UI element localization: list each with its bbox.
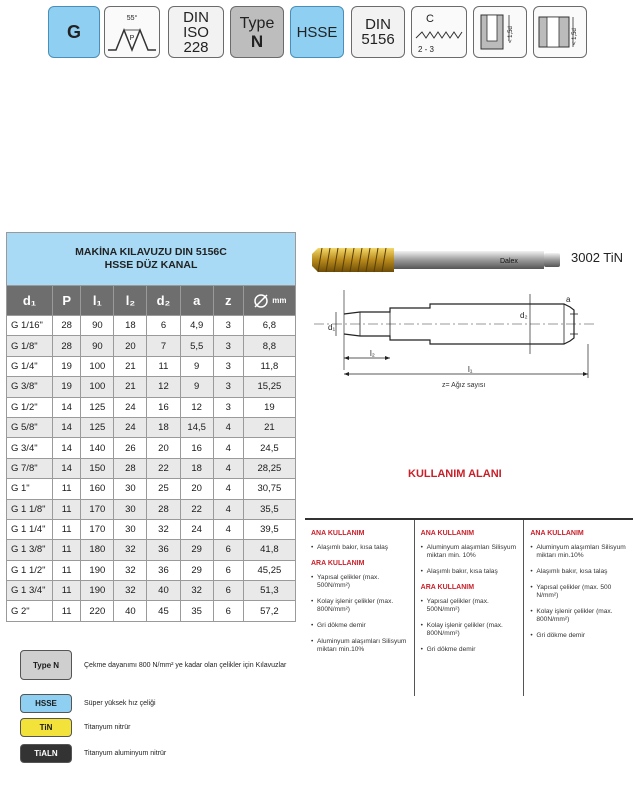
table-cell: 170	[81, 499, 114, 519]
table-cell: 30,75	[243, 479, 295, 499]
table-cell: 22	[180, 499, 213, 519]
type-badge-label: Type	[239, 14, 275, 32]
table-title-line-1: MAKİNA KILAVUZU DIN 5156C	[75, 246, 227, 258]
table-cell: G 1 3/8"	[7, 540, 53, 560]
table-cell: 18	[114, 316, 147, 336]
table-cell: 4	[213, 499, 243, 519]
table-cell: 6,8	[243, 316, 295, 336]
legend-badge: Type N	[20, 650, 72, 680]
table-cell: G 3/8"	[7, 377, 53, 397]
table-cell: 14	[53, 397, 81, 417]
table-cell: 14	[53, 458, 81, 478]
table-cell: 4	[213, 417, 243, 437]
table-cell: 11,8	[243, 356, 295, 376]
table-cell: 12	[147, 377, 180, 397]
table-row	[7, 519, 296, 539]
table-title-line-2: HSSE DÜZ KANAL	[104, 259, 198, 271]
table-cell: 40	[114, 601, 147, 621]
usage-heading: ARA KULLANIM	[311, 560, 365, 567]
table-cell: 32	[114, 540, 147, 560]
table-cell: 3	[213, 316, 243, 336]
hsse-badge	[290, 6, 344, 58]
usage-item: • Yapısal çelikler (max. 500N/mm²)	[311, 574, 408, 590]
product-brand: Dalex	[500, 258, 518, 265]
table-cell: G 3/4"	[7, 438, 53, 458]
table-cell: 35	[180, 601, 213, 621]
usage-item: • Gri dökme demir	[530, 632, 627, 640]
table-cell: G 5/8"	[7, 417, 53, 437]
usage-item: • Alaşımlı bakır, kısa talaş	[311, 544, 408, 552]
table-cell: 16	[180, 438, 213, 458]
table-row	[7, 601, 296, 621]
tap-dimension-table	[6, 232, 296, 622]
teeth-count-note: z= Ağız sayısı	[442, 382, 486, 389]
usage-heading: ANA KULLANIM	[420, 530, 475, 537]
table-cell: 39,5	[243, 519, 295, 539]
table-cell: 11	[53, 479, 81, 499]
through-hole-icon	[533, 6, 587, 58]
table-cell: 30	[114, 519, 147, 539]
chamfer-icon	[411, 6, 467, 58]
usage-item: • Gri dökme demir	[421, 646, 518, 654]
table-row	[7, 479, 296, 499]
din-iso-line-2: ISO	[183, 23, 209, 41]
table-cell: 100	[81, 356, 114, 376]
table-cell: 21	[243, 417, 295, 437]
table-cell: G 1/16"	[7, 316, 53, 336]
col-header-d1: d₁	[7, 286, 53, 316]
col-header-a: a	[180, 286, 213, 316]
legend-text: Çekme dayanımı 800 N/mm² ye kadar olan çelikler için Kılavuzlar	[84, 661, 287, 669]
table-cell: 19	[53, 356, 81, 376]
table-cell: 14	[53, 417, 81, 437]
legend-text: Titanyum aluminyum nitrür	[84, 750, 167, 757]
legend-badge: TiN	[20, 718, 72, 737]
legend-badge: TiALN	[20, 744, 72, 763]
usage-item: • Kolay işlenir çelikler (max. 800N/mm²)	[421, 622, 518, 638]
usage-item: • Gri dökme demir	[311, 622, 408, 630]
table-title	[7, 233, 296, 286]
table-cell: 19	[53, 377, 81, 397]
table-cell: 18	[147, 417, 180, 437]
chamfer-graphic	[412, 8, 466, 56]
table-cell: 7	[147, 336, 180, 356]
thread-type-label: G	[66, 21, 81, 42]
icon-bar	[0, 6, 635, 64]
table-row	[7, 560, 296, 580]
table-body	[7, 316, 296, 622]
table-cell: 90	[81, 336, 114, 356]
table-row	[7, 458, 296, 478]
table-cell: 4	[213, 458, 243, 478]
table-cell: 36	[147, 540, 180, 560]
table-cell: 9	[180, 356, 213, 376]
drill-diameter-unit: mm	[272, 296, 287, 305]
blind-hole-tolerance: < 1,5d	[508, 26, 514, 43]
table-cell: 11	[147, 356, 180, 376]
legend-row	[20, 718, 130, 737]
chamfer-label: C	[426, 13, 434, 25]
table-cell: 16	[147, 397, 180, 417]
table-cell: 30	[114, 479, 147, 499]
table-cell: 21	[114, 356, 147, 376]
usage-table	[305, 518, 633, 696]
legend-row	[20, 694, 156, 713]
table-cell: 32	[114, 581, 147, 601]
table-cell: G 1 1/2"	[7, 560, 53, 580]
table-cell: 18	[180, 458, 213, 478]
table-cell: 36	[147, 560, 180, 580]
table-row	[7, 499, 296, 519]
table-header-row	[7, 286, 296, 316]
din-iso-line-3: 228	[183, 38, 209, 56]
table-cell: 11	[53, 601, 81, 621]
table-cell: G 2"	[7, 601, 53, 621]
table-cell: 4	[213, 438, 243, 458]
din-iso-badge	[168, 6, 224, 58]
usage-item: • Aluminyum alaşımları Silisyum miktarı min.10%	[530, 544, 627, 560]
table-cell: G 1"	[7, 479, 53, 499]
col-header-z: z	[213, 286, 243, 316]
table-cell: 20	[114, 336, 147, 356]
table-cell: 40	[147, 581, 180, 601]
table-cell: 24	[114, 397, 147, 417]
dim-d2-label: d₂	[520, 311, 528, 320]
table-cell: 11	[53, 540, 81, 560]
din5156-line-2: 5156	[361, 31, 395, 48]
table-cell: 4	[213, 479, 243, 499]
table-row	[7, 540, 296, 560]
table-cell: 57,2	[243, 601, 295, 621]
table-cell: 28	[53, 316, 81, 336]
table-cell: 190	[81, 581, 114, 601]
usage-item: • Yapısal çelikler (max. 500 N/mm²)	[530, 584, 627, 600]
usage-heading: ANA KULLANIM	[530, 530, 584, 537]
table-cell: 190	[81, 560, 114, 580]
col-header-l1: l₁	[81, 286, 114, 316]
table-cell: 90	[81, 316, 114, 336]
table-row	[7, 397, 296, 417]
table-cell: 6	[147, 316, 180, 336]
table-cell: 6	[213, 601, 243, 621]
dim-a-label: a	[566, 295, 571, 304]
profile-angle-text: 55°	[126, 15, 138, 22]
thread-type-badge	[48, 6, 100, 58]
table-row	[7, 417, 296, 437]
legend-text: Süper yüksek hız çeliği	[84, 700, 156, 707]
table-cell: 24,5	[243, 438, 295, 458]
table-cell: 6	[213, 540, 243, 560]
table-cell: 51,3	[243, 581, 295, 601]
table-cell: G 1 3/4"	[7, 581, 53, 601]
table-cell: 22	[147, 458, 180, 478]
table-cell: G 1/4"	[7, 356, 53, 376]
usage-item: • Alaşımlı bakır, kısa talaş	[530, 568, 627, 576]
table-cell: G 1/8"	[7, 336, 53, 356]
table-cell: 45,25	[243, 560, 295, 580]
usage-item: • Kolay işlenir çelikler (max. 800N/mm²)	[530, 608, 627, 624]
table-cell: 32	[114, 560, 147, 580]
table-cell: 3	[213, 397, 243, 417]
table-cell: 29	[180, 540, 213, 560]
table-cell: 160	[81, 479, 114, 499]
table-row	[7, 356, 296, 376]
table-cell: 28	[53, 336, 81, 356]
usage-heading: ARA KULLANIM	[420, 584, 475, 591]
table-cell: 180	[81, 540, 114, 560]
table-cell: 14,5	[180, 417, 213, 437]
usage-item: • Kolay işlenir çelikler (max. 800N/mm²)	[311, 598, 408, 614]
hsse-badge-label: HSSE	[296, 23, 338, 41]
table-cell: 125	[81, 417, 114, 437]
drill-diameter-icon	[252, 292, 270, 310]
table-cell: 11	[53, 560, 81, 580]
coating-label: 3002 TiN	[571, 250, 624, 265]
table-cell: 9	[180, 377, 213, 397]
table-cell: 11	[53, 499, 81, 519]
usage-heading: ANA KULLANIM	[311, 530, 365, 537]
table-cell: 5,5	[180, 336, 213, 356]
type-badge	[230, 6, 284, 58]
table-cell: 11	[53, 519, 81, 539]
usage-item: • Yapısal çelikler (max. 500N/mm²)	[421, 598, 518, 614]
table-cell: 125	[81, 397, 114, 417]
table-cell: G 1/2"	[7, 397, 53, 417]
table-cell: 4	[213, 519, 243, 539]
table-cell: 150	[81, 458, 114, 478]
table-cell: 28,25	[243, 458, 295, 478]
table-cell: 11	[53, 581, 81, 601]
tap-product-image	[312, 244, 562, 276]
table-cell: G 7/8"	[7, 458, 53, 478]
dim-l1-label: l₁	[468, 365, 473, 374]
col-header-l2: l₂	[114, 286, 147, 316]
dim-d1-label: d₁	[328, 323, 336, 332]
usage-column	[305, 520, 414, 696]
blind-hole-icon	[473, 6, 527, 58]
usage-column	[523, 520, 633, 696]
table-row	[7, 581, 296, 601]
profile-p-text: P	[129, 35, 135, 42]
table-cell: 24	[114, 417, 147, 437]
usage-item: • Aluminyum alaşımları Silisyum miktarı min.10%	[311, 638, 408, 654]
through-hole-graphic	[535, 9, 585, 55]
table-cell: 35,5	[243, 499, 295, 519]
table-cell: 12	[180, 397, 213, 417]
table-cell: 8,8	[243, 336, 295, 356]
table-cell: 3	[213, 356, 243, 376]
table-cell: 15,25	[243, 377, 295, 397]
usage-item: • Aluminyum alaşımları Silisyum miktarı min. 10%	[421, 544, 518, 560]
legend-badge: HSSE	[20, 694, 72, 713]
legend-row	[20, 650, 286, 680]
table-cell: 220	[81, 601, 114, 621]
table-cell: 100	[81, 377, 114, 397]
table-cell: 20	[147, 438, 180, 458]
type-badge-value: N	[250, 31, 264, 51]
col-header-d2: d₂	[147, 286, 180, 316]
blind-hole-graphic	[475, 9, 525, 55]
legend-text: Titanyum nitrür	[84, 724, 131, 731]
table-cell: 29	[180, 560, 213, 580]
table-cell: 19	[243, 397, 295, 417]
table-cell: 3	[213, 336, 243, 356]
table-cell: 45	[147, 601, 180, 621]
thread-profile-icon	[104, 6, 160, 58]
table-cell: G 1 1/8"	[7, 499, 53, 519]
table-cell: 3	[213, 377, 243, 397]
table-row	[7, 377, 296, 397]
table-cell: 6	[213, 581, 243, 601]
dim-l2-label: l₂	[370, 349, 375, 358]
table-cell: 21	[114, 377, 147, 397]
table-cell: 28	[114, 458, 147, 478]
table-cell: 25	[147, 479, 180, 499]
table-cell: 26	[114, 438, 147, 458]
din-iso-line-1: DIN	[183, 8, 209, 26]
col-header-p: P	[53, 286, 81, 316]
table-cell: 30	[114, 499, 147, 519]
legend-row	[20, 744, 166, 763]
usage-column	[414, 520, 524, 696]
table-cell: 24	[180, 519, 213, 539]
col-header-drill	[243, 286, 295, 316]
thread-profile-graphic	[106, 10, 158, 54]
usage-title: KULLANIM ALANI	[408, 468, 502, 480]
usage-item: • Alaşımlı bakır, kısa talaş	[421, 568, 518, 576]
table-cell: 170	[81, 519, 114, 539]
table-cell: 20	[180, 479, 213, 499]
table-cell: G 1 1/4"	[7, 519, 53, 539]
table-cell: 140	[81, 438, 114, 458]
table-cell: 32	[180, 581, 213, 601]
din5156-badge	[351, 6, 405, 58]
through-hole-tolerance: < 1,5d	[572, 28, 578, 45]
chamfer-range: 2 - 3	[418, 45, 435, 54]
table-cell: 6	[213, 560, 243, 580]
table-cell: 32	[147, 519, 180, 539]
table-cell: 28	[147, 499, 180, 519]
din5156-line-1: DIN	[365, 16, 391, 33]
table-row	[7, 336, 296, 356]
table-row	[7, 316, 296, 336]
table-row	[7, 438, 296, 458]
table-cell: 41,8	[243, 540, 295, 560]
table-cell: 4,9	[180, 316, 213, 336]
table-cell: 14	[53, 438, 81, 458]
